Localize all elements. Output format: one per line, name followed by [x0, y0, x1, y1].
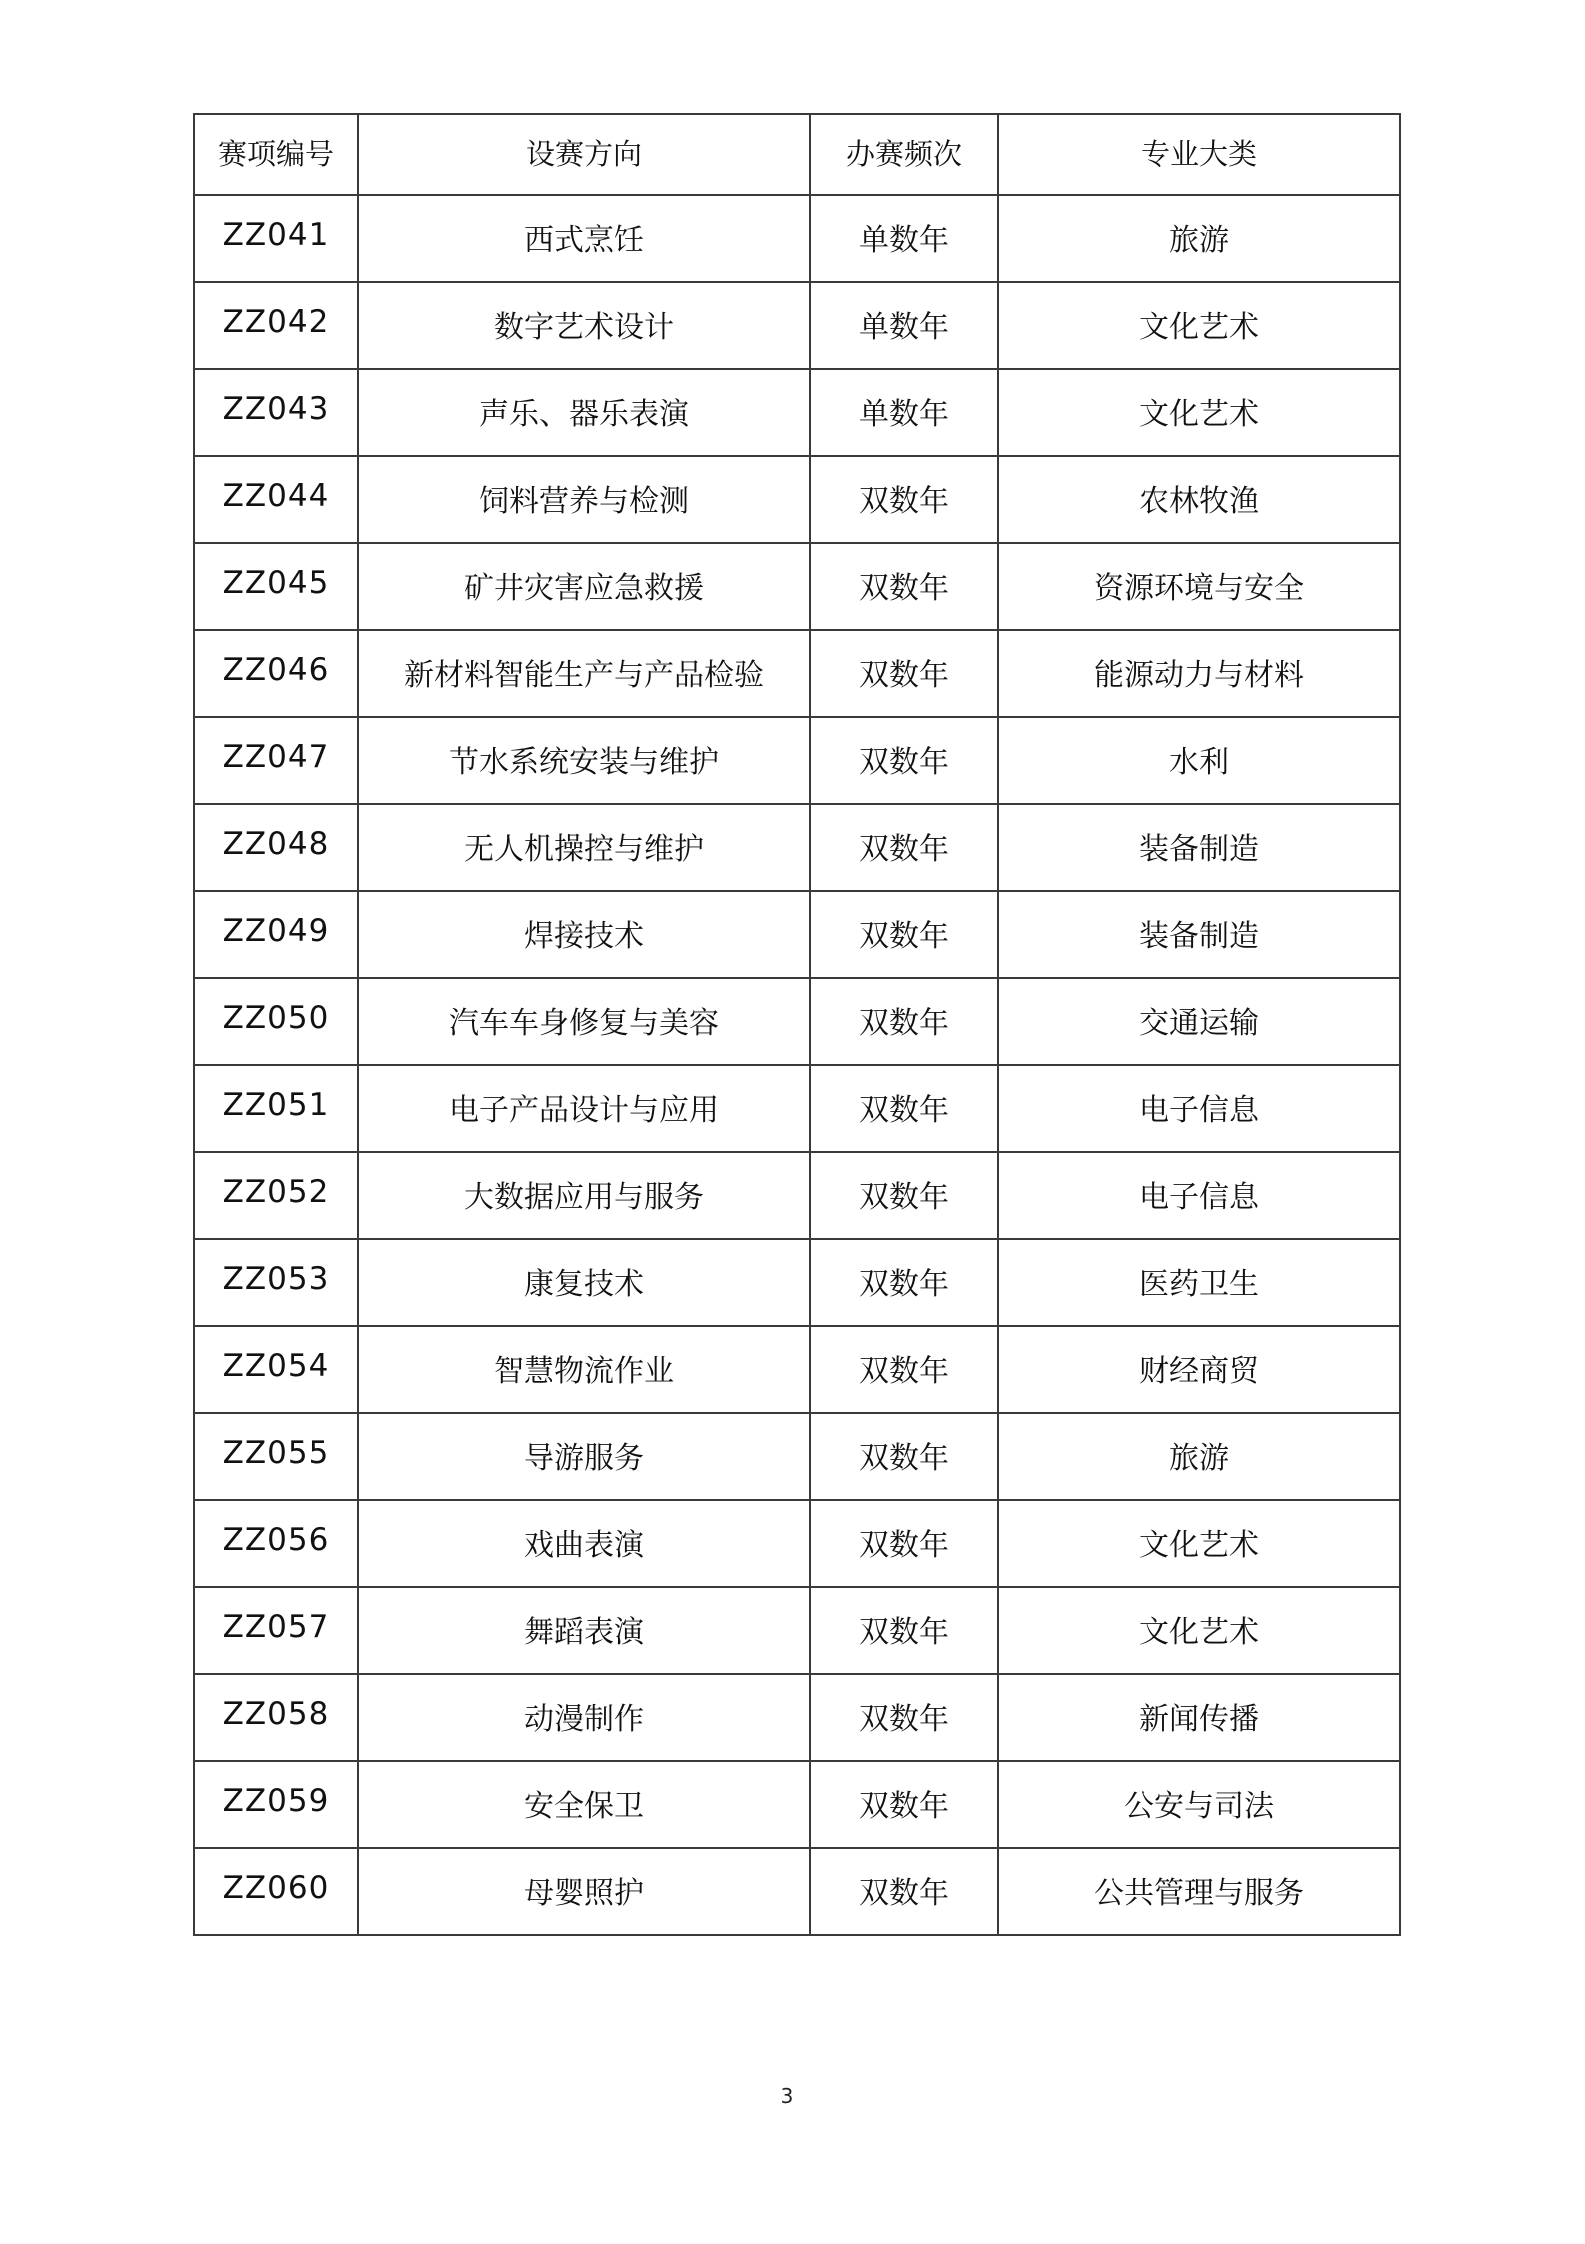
cell-frequency: 双数年 — [810, 717, 998, 804]
table-row — [194, 195, 1400, 282]
cell-code: ZZ043 — [194, 369, 358, 456]
cell-direction: 声乐、器乐表演 — [358, 369, 810, 456]
cell-direction: 大数据应用与服务 — [358, 1152, 810, 1239]
table-row — [194, 717, 1400, 804]
cell-direction: 数字艺术设计 — [358, 282, 810, 369]
cell-category: 农林牧渔 — [998, 456, 1400, 543]
table-row — [194, 1413, 1400, 1500]
cell-frequency: 双数年 — [810, 1674, 998, 1761]
cell-code: ZZ055 — [194, 1413, 358, 1500]
competition-table — [193, 113, 1401, 1936]
cell-direction: 汽车车身修复与美容 — [358, 978, 810, 1065]
table-row — [194, 891, 1400, 978]
table-header-row — [194, 114, 1400, 195]
cell-code: ZZ046 — [194, 630, 358, 717]
table-row — [194, 1065, 1400, 1152]
cell-code: ZZ048 — [194, 804, 358, 891]
cell-code: ZZ047 — [194, 717, 358, 804]
cell-category: 旅游 — [998, 195, 1400, 282]
cell-category: 交通运输 — [998, 978, 1400, 1065]
cell-category: 电子信息 — [998, 1152, 1400, 1239]
cell-category: 水利 — [998, 717, 1400, 804]
cell-category: 文化艺术 — [998, 282, 1400, 369]
cell-frequency: 双数年 — [810, 978, 998, 1065]
cell-category: 财经商贸 — [998, 1326, 1400, 1413]
table-row — [194, 978, 1400, 1065]
cell-frequency: 单数年 — [810, 282, 998, 369]
cell-frequency: 双数年 — [810, 1239, 998, 1326]
table-row — [194, 282, 1400, 369]
cell-frequency: 双数年 — [810, 1152, 998, 1239]
cell-code: ZZ059 — [194, 1761, 358, 1848]
cell-code: ZZ050 — [194, 978, 358, 1065]
cell-code: ZZ058 — [194, 1674, 358, 1761]
cell-category: 能源动力与材料 — [998, 630, 1400, 717]
cell-category: 电子信息 — [998, 1065, 1400, 1152]
cell-direction: 导游服务 — [358, 1413, 810, 1500]
cell-code: ZZ056 — [194, 1500, 358, 1587]
cell-frequency: 双数年 — [810, 543, 998, 630]
cell-category: 公共管理与服务 — [998, 1848, 1400, 1935]
cell-frequency: 双数年 — [810, 1587, 998, 1674]
cell-frequency: 双数年 — [810, 1500, 998, 1587]
table-row — [194, 1674, 1400, 1761]
cell-direction: 新材料智能生产与产品检验 — [358, 630, 810, 717]
table-row — [194, 543, 1400, 630]
cell-frequency: 单数年 — [810, 369, 998, 456]
cell-direction: 饲料营养与检测 — [358, 456, 810, 543]
cell-direction: 节水系统安装与维护 — [358, 717, 810, 804]
cell-direction: 电子产品设计与应用 — [358, 1065, 810, 1152]
cell-direction: 无人机操控与维护 — [358, 804, 810, 891]
cell-code: ZZ054 — [194, 1326, 358, 1413]
cell-frequency: 双数年 — [810, 804, 998, 891]
cell-frequency: 双数年 — [810, 630, 998, 717]
cell-frequency: 单数年 — [810, 195, 998, 282]
cell-direction: 西式烹饪 — [358, 195, 810, 282]
cell-frequency: 双数年 — [810, 1413, 998, 1500]
cell-direction: 焊接技术 — [358, 891, 810, 978]
cell-code: ZZ041 — [194, 195, 358, 282]
cell-frequency: 双数年 — [810, 891, 998, 978]
table-row — [194, 456, 1400, 543]
table-row — [194, 804, 1400, 891]
cell-category: 公安与司法 — [998, 1761, 1400, 1848]
table-row — [194, 1761, 1400, 1848]
cell-direction: 舞蹈表演 — [358, 1587, 810, 1674]
cell-code: ZZ060 — [194, 1848, 358, 1935]
table-row — [194, 1500, 1400, 1587]
cell-category: 文化艺术 — [998, 1587, 1400, 1674]
cell-direction: 戏曲表演 — [358, 1500, 810, 1587]
cell-category: 资源环境与安全 — [998, 543, 1400, 630]
table-row — [194, 369, 1400, 456]
header-code: 赛项编号 — [194, 114, 358, 195]
cell-code: ZZ042 — [194, 282, 358, 369]
cell-category: 装备制造 — [998, 804, 1400, 891]
cell-code: ZZ051 — [194, 1065, 358, 1152]
cell-code: ZZ049 — [194, 891, 358, 978]
header-category: 专业大类 — [998, 114, 1400, 195]
cell-direction: 动漫制作 — [358, 1674, 810, 1761]
cell-code: ZZ052 — [194, 1152, 358, 1239]
cell-category: 文化艺术 — [998, 1500, 1400, 1587]
page-number: 3 — [780, 2084, 794, 2108]
cell-category: 文化艺术 — [998, 369, 1400, 456]
table-row — [194, 630, 1400, 717]
table-row — [194, 1152, 1400, 1239]
cell-direction: 矿井灾害应急救援 — [358, 543, 810, 630]
cell-direction: 安全保卫 — [358, 1761, 810, 1848]
cell-category: 医药卫生 — [998, 1239, 1400, 1326]
cell-category: 装备制造 — [998, 891, 1400, 978]
table-row — [194, 1848, 1400, 1935]
cell-frequency: 双数年 — [810, 1761, 998, 1848]
cell-category: 新闻传播 — [998, 1674, 1400, 1761]
header-frequency: 办赛频次 — [810, 114, 998, 195]
table-row — [194, 1239, 1400, 1326]
cell-frequency: 双数年 — [810, 456, 998, 543]
cell-direction: 智慧物流作业 — [358, 1326, 810, 1413]
table-row — [194, 1587, 1400, 1674]
cell-category: 旅游 — [998, 1413, 1400, 1500]
cell-code: ZZ057 — [194, 1587, 358, 1674]
header-direction: 设赛方向 — [358, 114, 810, 195]
cell-direction: 康复技术 — [358, 1239, 810, 1326]
cell-code: ZZ045 — [194, 543, 358, 630]
cell-direction: 母婴照护 — [358, 1848, 810, 1935]
cell-frequency: 双数年 — [810, 1065, 998, 1152]
cell-frequency: 双数年 — [810, 1848, 998, 1935]
cell-frequency: 双数年 — [810, 1326, 998, 1413]
cell-code: ZZ053 — [194, 1239, 358, 1326]
cell-code: ZZ044 — [194, 456, 358, 543]
table-row — [194, 1326, 1400, 1413]
